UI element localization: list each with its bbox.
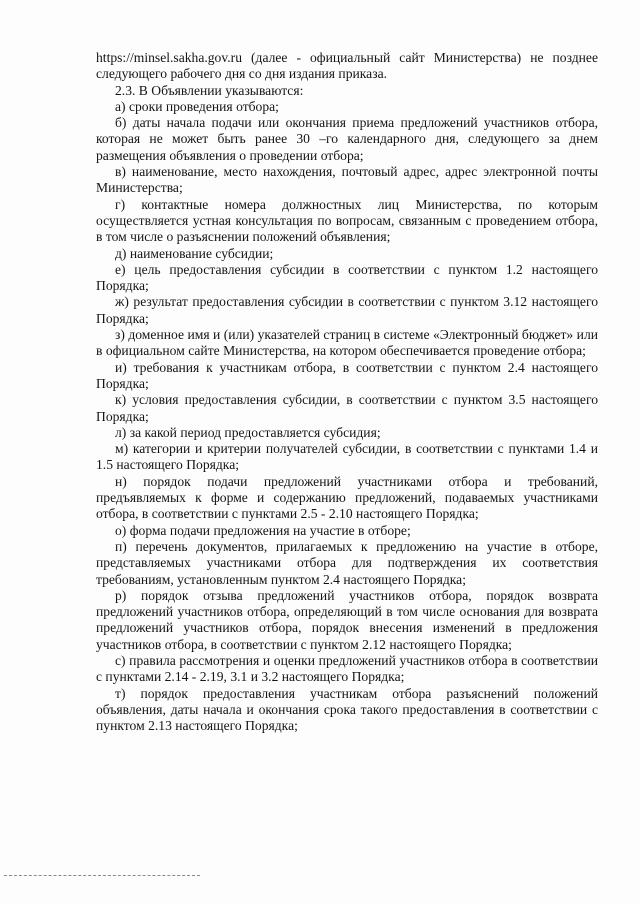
document-body [96,50,598,734]
list-item-r: р) порядок отзыва предложений участников отбора, порядок возврата предложений участников отбора, определяющий в том числе основания для возврата предложений участников отбора, порядок внесения изменений в предложения участников отбора, в соответствии с пунктом 2.12 настоящего Порядка; [96,587,598,652]
list-item-v: в) наименование, место нахождения, почтовый адрес, адрес электронной почты Министерства; [96,164,598,196]
list-item-g: г) контактные номера должностных лиц Министерства, по которым осуществляется устная консультация по вопросам, связанным с проведением отбора, в том числе о разъяснении положений объявления; [96,196,598,245]
list-item-e: е) цель предоставления субсидии в соответствии с пунктом 1.2 настоящего Порядка; [96,261,598,294]
list-item-t: т) порядок предоставления участникам отбора разъяснений положений объявления, даты начала и окончания срока такого предоставления в соответствии с пунктом 2.13 настоящего Порядка; [96,685,598,734]
list-item-l: л) за какой период предоставляется субсидия; [115,424,381,440]
list-item-k: к) условия предоставления субсидии, в соответствии с пунктом 3.5 настоящего Порядка; [96,392,598,424]
paragraph-url-continuation: https://minsel.sakha.gov.ru (далее - официальный сайт Министерства) не позднее следующего рабочего дня со дня издания приказа. [96,50,598,82]
list-item-p: п) перечень документов, прилагаемых к предложению на участие в отборе, представляемых участниками отбора для подтверждения их соответствия требованиям, установленным пунктом 2.4 настоящего Порядка; [96,538,598,587]
list-item-i: и) требования к участникам отбора, в соответствии с пунктом 2.4 настоящего Порядка; [96,359,598,391]
list-item-s: с) правила рассмотрения и оценки предложений участников отбора в соответствии с пунктами 2.14 - 2.19, 3.1 и 3.2 настоящего Порядка; [96,652,598,685]
list-item-o: о) форма подачи предложения на участие в отборе; [115,522,411,538]
footer-divider [4,875,200,876]
list-item-zh: ж) результат предоставления субсидии в соответствии с пунктом 3.12 настоящего Порядка; [96,294,598,326]
list-item-b: б) даты начала подачи или окончания приема предложений участников отбора, которая не может быть ранее 30 –го календарного дня, следующего за днем размещения объявления о проведении отбора; [96,115,598,163]
list-item-d: д) наименование субсидии; [115,245,274,261]
list-item-m: м) категории и критерии получателей субсидии, в соответствии с пунктами 1.4 и 1.5 настоящего Порядка; [96,441,598,473]
list-item-z: з) доменное имя и (или) указателей страниц в системе «Электронный бюджет» или в официальном сайте Министерства, на котором обеспечивается проведение отбора; [96,327,598,359]
list-item-a: а) сроки проведения отбора; [115,98,279,114]
list-item-n: н) порядок подачи предложений участниками отбора и требований, предъявляемых к форме и содержанию предложений, подаваемых участниками отбора, в соответствии с пунктами 2.5 - 2.10 настоящего Порядка; [96,473,598,522]
paragraph-section-2-3: 2.3. В Объявлении указываются: [115,82,304,98]
